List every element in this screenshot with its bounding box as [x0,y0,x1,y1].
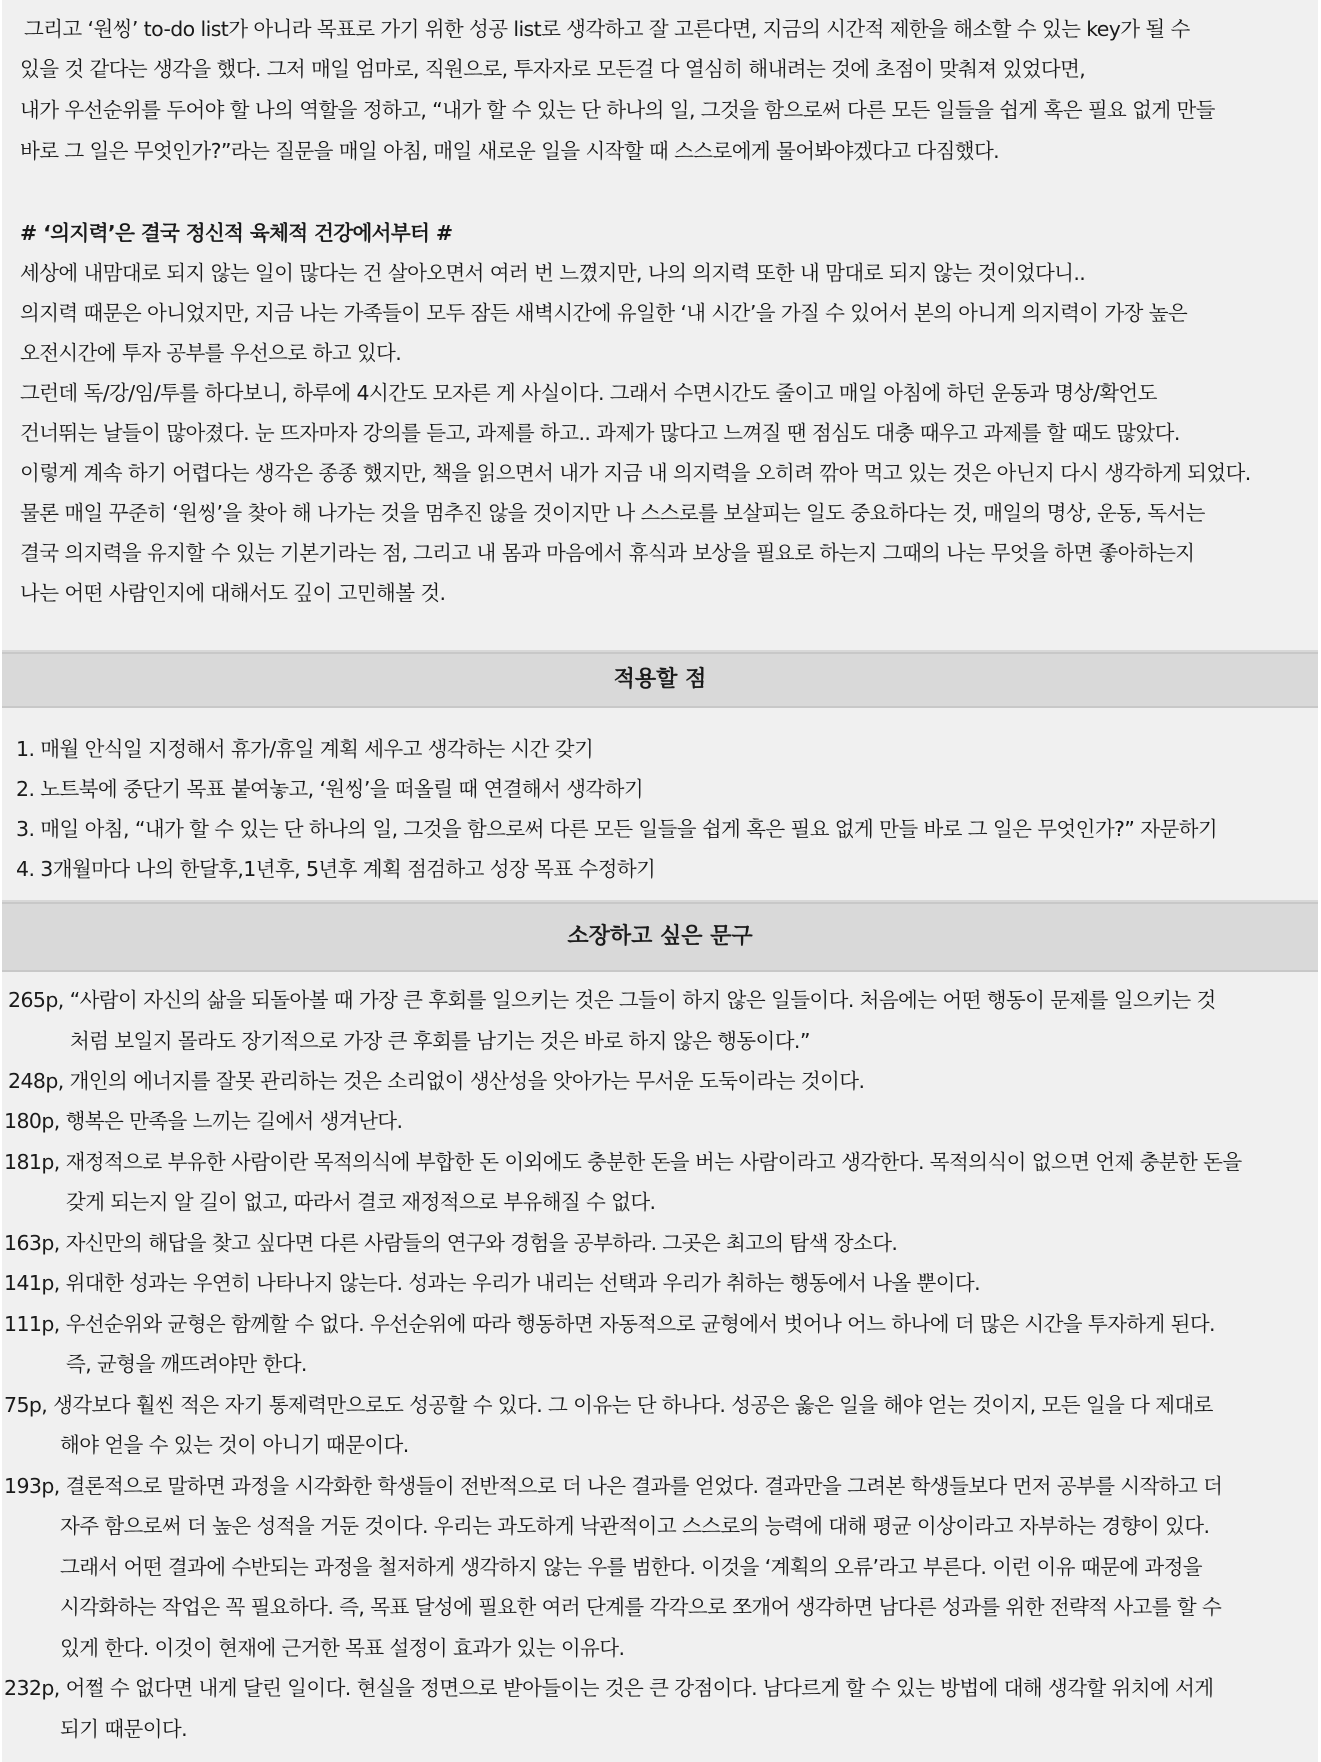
quote-line: 181p, 재정적으로 부유한 사람이란 목적의식에 부합한 돈 이외에도 충분한 돈을 버는 사람이라고 생각한다. 목적의식이 없으면 언제 충분한 돈을 [4,1150,1242,1174]
quote-line: 75p, 생각보다 훨씬 적은 자기 통제력만으로도 성공할 수 있다. 그 이유는 단 하나다. 성공은 옳은 일을 해야 얻는 것이지, 모든 일을 다 제대로 [4,1393,1213,1417]
quote-line: 그래서 어떤 결과에 수반되는 과정을 철저하게 생각하지 않는 우를 범한다. 이것을 ‘계획의 오류’라고 부른다. 이런 이유 때문에 과정을 [60,1555,1203,1579]
quote-line: 111p, 우선순위와 균형은 함께할 수 없다. 우선순위에 따라 행동하면 자동적으로 균형에서 벗어나 어느 하나에 더 많은 시간을 투자하게 된다. [4,1312,1215,1336]
body-line: 세상에 내맘대로 되지 않는 일이 많다는 건 살아오면서 여러 번 느꼈지만, 나의 의지력 또한 내 맘대로 되지 않는 것이었다니.. [20,261,1086,285]
quote-line: 163p, 자신만의 해답을 찾고 싶다면 다른 사람들의 연구와 경험을 공부하라. 그곳은 최고의 탐색 장소다. [4,1231,898,1255]
body-line: 그런데 독/강/임/투를 하다보니, 하루에 4시간도 모자른 게 사실이다. 그래서 수면시간도 줄이고 매일 아침에 하던 운동과 명상/확언도 [20,381,1157,405]
quote-line: 자주 함으로써 더 높은 성적을 거둔 것이다. 우리는 과도하게 낙관적이고 스스로의 능력에 대해 평균 이상이라고 자부하는 경향이 있다. [60,1514,1210,1538]
quote-line: 되기 때문이다. [60,1717,188,1741]
body-line: 오전시간에 투자 공부를 우선으로 하고 있다. [20,341,402,365]
quote-line: 처럼 보일지 몰라도 장기적으로 가장 큰 후회를 남기는 것은 바로 하지 않은 행동이다.” [70,1029,810,1053]
quote-line: 141p, 위대한 성과는 우연히 나타나지 않는다. 성과는 우리가 내리는 선택과 우리가 취하는 행동에서 나올 뿐이다. [4,1271,981,1295]
body-line: 물론 매일 꾸준히 ‘원씽’을 찾아 해 나가는 것을 멈추진 않을 것이지만 나 스스로를 보살피는 일도 중요하다는 것, 매일의 명상, 운동, 독서는 [20,501,1205,525]
list-item: 2. 노트북에 중단기 목표 붙여놓고, ‘원씽’을 떠올릴 때 연결해서 생각하기 [16,777,644,801]
quote-line: 해야 얻을 수 있는 것이 아니기 때문이다. [60,1433,409,1457]
body-line: 나는 어떤 사람인지에 대해서도 깊이 고민해볼 것. [20,581,446,605]
intro-line: 있을 것 같다는 생각을 했다. 그저 매일 엄마로, 직원으로, 투자자로 모든걸 다 열심히 해내려는 것에 초점이 맞춰져 있었다면, [20,57,1086,81]
body-line: 결국 의지력을 유지할 수 있는 기본기라는 점, 그리고 내 몸과 마음에서 휴식과 보상을 필요로 하는지 그때의 나는 무엇을 하면 좋아하는지 [20,541,1195,565]
quote-line: 193p, 결론적으로 말하면 과정을 시각화한 학생들이 전반적으로 더 나은 결과를 얻었다. 결과만을 그려본 학생들보다 먼저 공부를 시작하고 더 [4,1474,1223,1498]
section-subheading: # ‘의지력’은 결국 정신적 육체적 건강에서부터 # [20,221,453,245]
quote-line: 있게 한다. 이것이 현재에 근거한 목표 설정이 효과가 있는 이유다. [60,1636,625,1660]
quote-line: 265p, “사람이 자신의 삶을 되돌아볼 때 가장 큰 후회를 일으키는 것은 그들이 하지 않은 일들이다. 처음에는 어떤 행동이 문제를 일으키는 것 [8,988,1216,1012]
list-item: 1. 매월 안식일 지정해서 휴가/휴일 계획 세우고 생각하는 시간 갖기 [16,737,594,761]
quotes-section-title: 소장하고 싶은 문구 [567,924,753,949]
list-item: 3. 매일 아침, “내가 할 수 있는 단 하나의 일, 그것을 함으로써 다른 모든 일들을 쉽게 혹은 필요 없게 만들 바로 그 일은 무엇인가?” 자문하기 [16,817,1218,841]
apply-section-header [2,652,1318,708]
intro-line: 그리고 ‘원씽’ to-do list가 아니라 목표로 가기 위한 성공 list로 생각하고 잘 고른다면, 지금의 시간적 제한을 해소할 수 있는 key가 될 수 [24,17,1190,41]
apply-section-title: 적용할 점 [613,667,707,692]
quote-line: 시각화하는 작업은 꼭 필요하다. 즉, 목표 달성에 필요한 여러 단계를 각각으로 쪼개어 생각하면 남다른 성과를 위한 전략적 사고를 할 수 [60,1595,1222,1619]
body-line: 건너뛰는 날들이 많아졌다. 눈 뜨자마자 강의를 듣고, 과제를 하고.. 과제가 많다고 느껴질 땐 점심도 대충 때우고 과제를 할 때도 많았다. [20,421,1180,445]
quote-line: 180p, 행복은 만족을 느끼는 길에서 생겨난다. [4,1109,403,1133]
quotes-section-header [2,902,1318,972]
quote-line: 248p, 개인의 에너지를 잘못 관리하는 것은 소리없이 생산성을 앗아가는 무서운 도둑이라는 것이다. [8,1069,865,1093]
quote-line: 232p, 어쩔 수 없다면 내게 달린 일이다. 현실을 정면으로 받아들이는 것은 큰 강점이다. 남다르게 할 수 있는 방법에 대해 생각할 위치에 서게 [4,1676,1214,1700]
list-item: 4. 3개월마다 나의 한달후,1년후, 5년후 계획 점검하고 성장 목표 수정하기 [16,857,656,881]
intro-line: 내가 우선순위를 두어야 할 나의 역할을 정하고, “내가 할 수 있는 단 하나의 일, 그것을 함으로써 다른 모든 일들을 쉽게 혹은 필요 없게 만들 [20,98,1215,122]
body-line: 의지력 때문은 아니었지만, 지금 나는 가족들이 모두 잠든 새벽시간에 유일한 ‘내 시간’을 가질 수 있어서 본의 아니게 의지력이 가장 높은 [20,301,1188,325]
quote-line: 갖게 되는지 알 길이 없고, 따라서 결코 재정적으로 부유해질 수 없다. [66,1190,656,1214]
intro-line: 바로 그 일은 무엇인가?”라는 질문을 매일 아침, 매일 새로운 일을 시작할 때 스스로에게 물어봐야겠다고 다짐했다. [20,139,1000,163]
quote-line: 즉, 균형을 깨뜨려야만 한다. [66,1352,307,1376]
body-line: 이렇게 계속 하기 어렵다는 생각은 종종 했지만, 책을 읽으면서 내가 지금 내 의지력을 오히려 깎아 먹고 있는 것은 아닌지 다시 생각하게 되었다. [20,461,1251,485]
